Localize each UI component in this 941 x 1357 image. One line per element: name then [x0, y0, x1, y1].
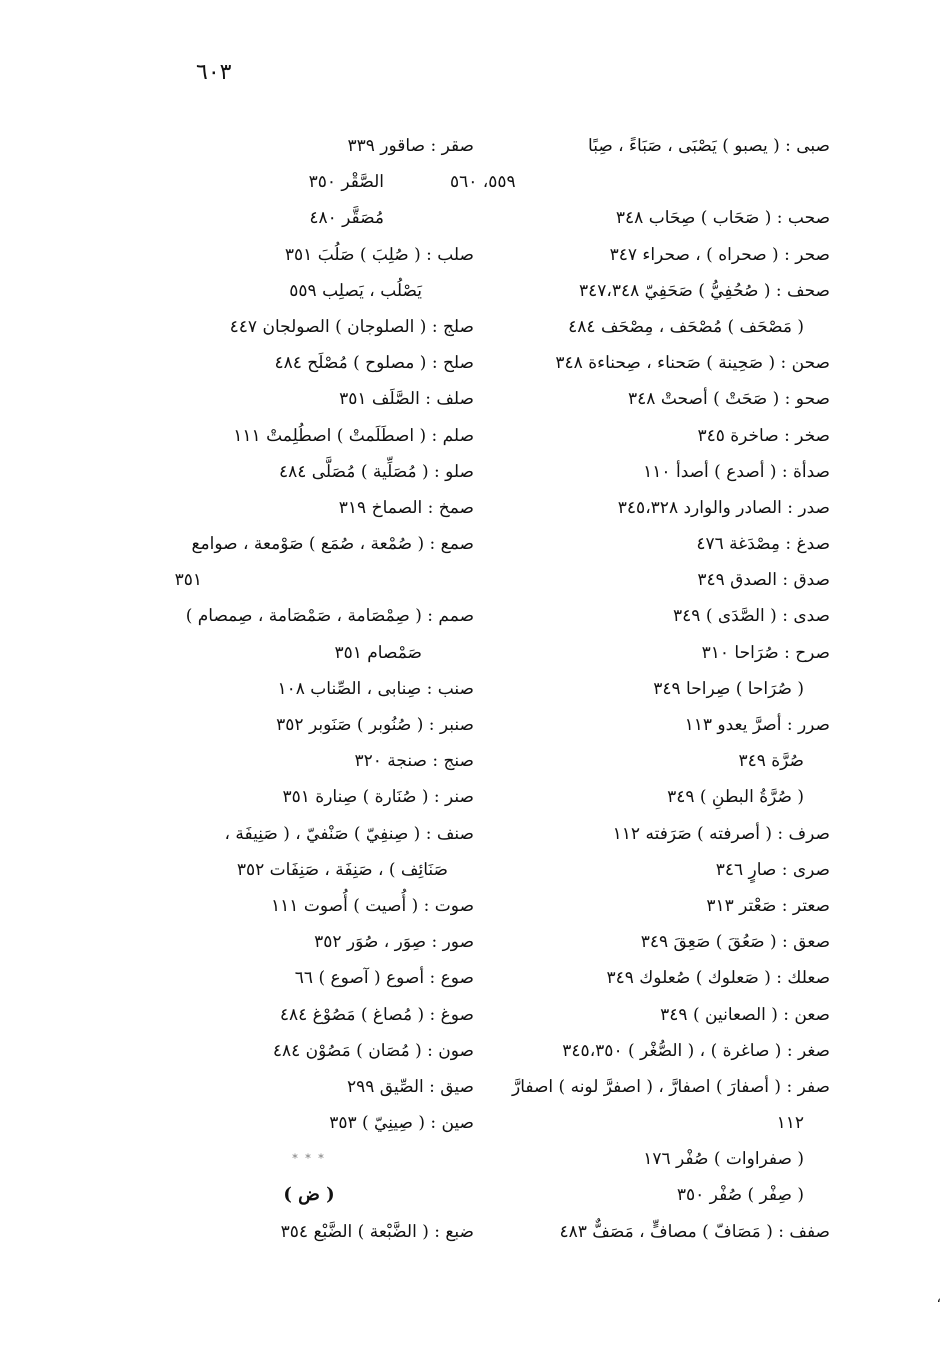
index-entry: صمم : ( صِمْصَامة ، صَمْصَامة ، صِمصام ): [185, 606, 474, 627]
edge-mark: ،: [936, 1290, 941, 1306]
index-entry: صيق : الصِّيق ٢٩٩: [346, 1076, 474, 1097]
index-column-left: [144, 128, 474, 1250]
index-entry: صرح : صُرَاحا ٣١٠: [701, 642, 830, 663]
index-entry: صلم : ( اصطَلَمتْ ) اصطُلِمتْ ١١١: [233, 425, 474, 446]
index-entry: صدر : الصادر والوارد ٣٤٥،٣٢٨: [617, 497, 830, 518]
index-entry: ( صِفْر ) صُفْر ٣٥٠: [676, 1185, 804, 1206]
index-entry: صوع : أصوع ( آصوع ) ٦٦: [294, 968, 474, 989]
section-separator: * * *: [292, 1152, 326, 1166]
index-entry: صوت : ( أُصيت ) أُصوت ١١١: [271, 895, 474, 916]
index-entry: صَنَائِف ) ، صَنِفَة ، صَنِفَات ٣٥٢: [236, 859, 448, 880]
index-entry: ٣٥١: [174, 570, 202, 591]
index-entry: صمخ : الصماخ ٣١٩: [338, 497, 474, 518]
index-entry: صعق : ( صَعُقَ ) صَعِقَ ٣٤٩: [640, 932, 830, 953]
index-entry: ( مَصْحَف ) مُصْحَف ، مِصْحَف ٤٨٤: [568, 316, 804, 337]
index-entry: صمع : ( صُمْعة ، صُمَع ) صَوْمعة ، صوامع: [191, 534, 474, 555]
index-entry: صحب : ( صَحَاب ) صِحَاب ٣٤٨: [615, 208, 830, 229]
index-entry: صفف : ( مَصَافّ ) مصافٍّ ، مَصَفٌّ ٤٨٣: [559, 1221, 830, 1242]
index-entry: ( صُرَاحا ) صِراحا ٣٤٩: [653, 678, 804, 699]
index-entry: صعتر : صَعْتر ٣١٣: [706, 895, 830, 916]
index-column-right: [450, 128, 830, 1250]
index-entry: صدق : الصدق ٣٤٩: [697, 570, 830, 591]
index-entry: صور : صِوَر ، صُوَر ٣٥٢: [314, 932, 474, 953]
index-entry: مُصَقَّر ٤٨٠: [309, 208, 384, 229]
index-entry: صون : ( مُصَان ) مَصُوْن ٤٨٤: [272, 1040, 474, 1061]
index-entry: صعن : ( الصعانين ) ٣٤٩: [660, 1004, 830, 1025]
index-entry: صبى : ( يصبو ) يَصْبَى ، صَبَاءً ، صِبًا: [588, 136, 830, 156]
index-entry: صعلك : ( صَعلوك ) صُعلوك ٣٤٩: [606, 968, 830, 989]
index-entry: صحو : ( صَحَتْ ) أصحتْ ٣٤٨: [628, 389, 830, 410]
index-entry: صُرَّة ٣٤٩: [738, 751, 804, 772]
index-entry: ضبع : ( الضَّبْعة ) الضَّبْع ٣٥٤: [280, 1221, 474, 1242]
index-entry: ١١٢: [776, 1113, 804, 1134]
index-entry: صين : ( صِينِيّ ) ٣٥٣: [329, 1113, 474, 1134]
index-entry: يَصْلُب ، يَصلِب ٥٥٩: [289, 280, 422, 301]
index-entry: صرر : أصرَّ يعدو ١١٣: [684, 715, 830, 735]
index-entry: صرى : صارٍ ٣٤٦: [715, 859, 830, 880]
index-entry: صخر : صاخرة ٣٤٥: [697, 425, 830, 446]
index-entry: صوغ : ( مُصاغ ) مَصُوْغ ٤٨٤: [279, 1004, 474, 1025]
index-entry: صلح : ( مصلوح ) مُصْلَح ٤٨٤: [274, 353, 474, 374]
index-entry: ( صفراوات ) صُفْر ١٧٦: [643, 1149, 804, 1170]
index-entry: ( صُرَّةُ البطنِ ) ٣٤٩: [667, 787, 804, 808]
index-entry: صلب : ( صُلِبَ ) صَلُبَ ٣٥١: [284, 244, 474, 265]
index-entry: صحن : ( صَحِينة ) صَحناء ، صِحناءة ٣٤٨: [555, 353, 830, 374]
index-entry: صلو : ( مُصَلِّية ) مُصَلَّى ٤٨٤: [278, 461, 474, 482]
index-entry: صنب : صِنابى ، الصِّناب ١٠٨: [277, 678, 474, 699]
index-entry: صحف : ( صُحُفِيُّ ) صَحَفِيّ ٣٤٧،٣٤٨: [578, 280, 830, 301]
index-entry: صنج : صنجة ٣٢٠: [354, 751, 474, 772]
index-entry: صدأة : ( أصدع ) أصدأ ١١٠: [643, 461, 830, 482]
index-entry: صدغ : مِصْدَغة ٤٧٦: [696, 534, 830, 555]
index-entry: الصَّقْر ٣٥٠: [308, 172, 384, 193]
index-entry: صلف : الصَّلَف ٣٥١: [339, 389, 474, 410]
index-entry: صَمْصام ٣٥١: [334, 642, 422, 663]
index-entry: صنر : ( صُنَارة ) صِنارة ٣٥١: [282, 787, 474, 808]
index-entry: صنف : ( صِنفِيّ ) صَنْفيّ ، ( صَنِيفَة ،: [224, 823, 474, 844]
index-entry: صغر : ( صاغرة ) ، ( الصُّغْر ) ٣٤٥،٣٥٠: [562, 1040, 830, 1061]
index-entry: صحر : ( صحراه ) ، صحراء ٣٤٧: [609, 244, 830, 265]
index-entry: صنبر : ( صُنُوبر ) صَنَوبر ٣٥٢: [276, 715, 474, 735]
index-entry: صلج : ( الصلوجان ) الصولجان ٤٤٧: [229, 316, 474, 337]
index-entry: صقر : صاقور ٣٣٩: [347, 136, 474, 156]
page-number: ٦٠٣: [196, 60, 232, 85]
index-entry: ٥٥٩، ٥٦٠: [450, 172, 516, 193]
section-heading: ( ض ): [283, 1184, 335, 1206]
index-entry: صدى : ( الصَّدَى ) ٣٤٩: [673, 606, 830, 627]
index-entry: صفر : ( أصفارَ ) اصفارَّ ، ( اصفرَّ لونه ) اصفارَّ: [512, 1076, 830, 1097]
index-entry: صرف : ( أصرفته ) صَرَفته ١١٢: [612, 823, 830, 844]
